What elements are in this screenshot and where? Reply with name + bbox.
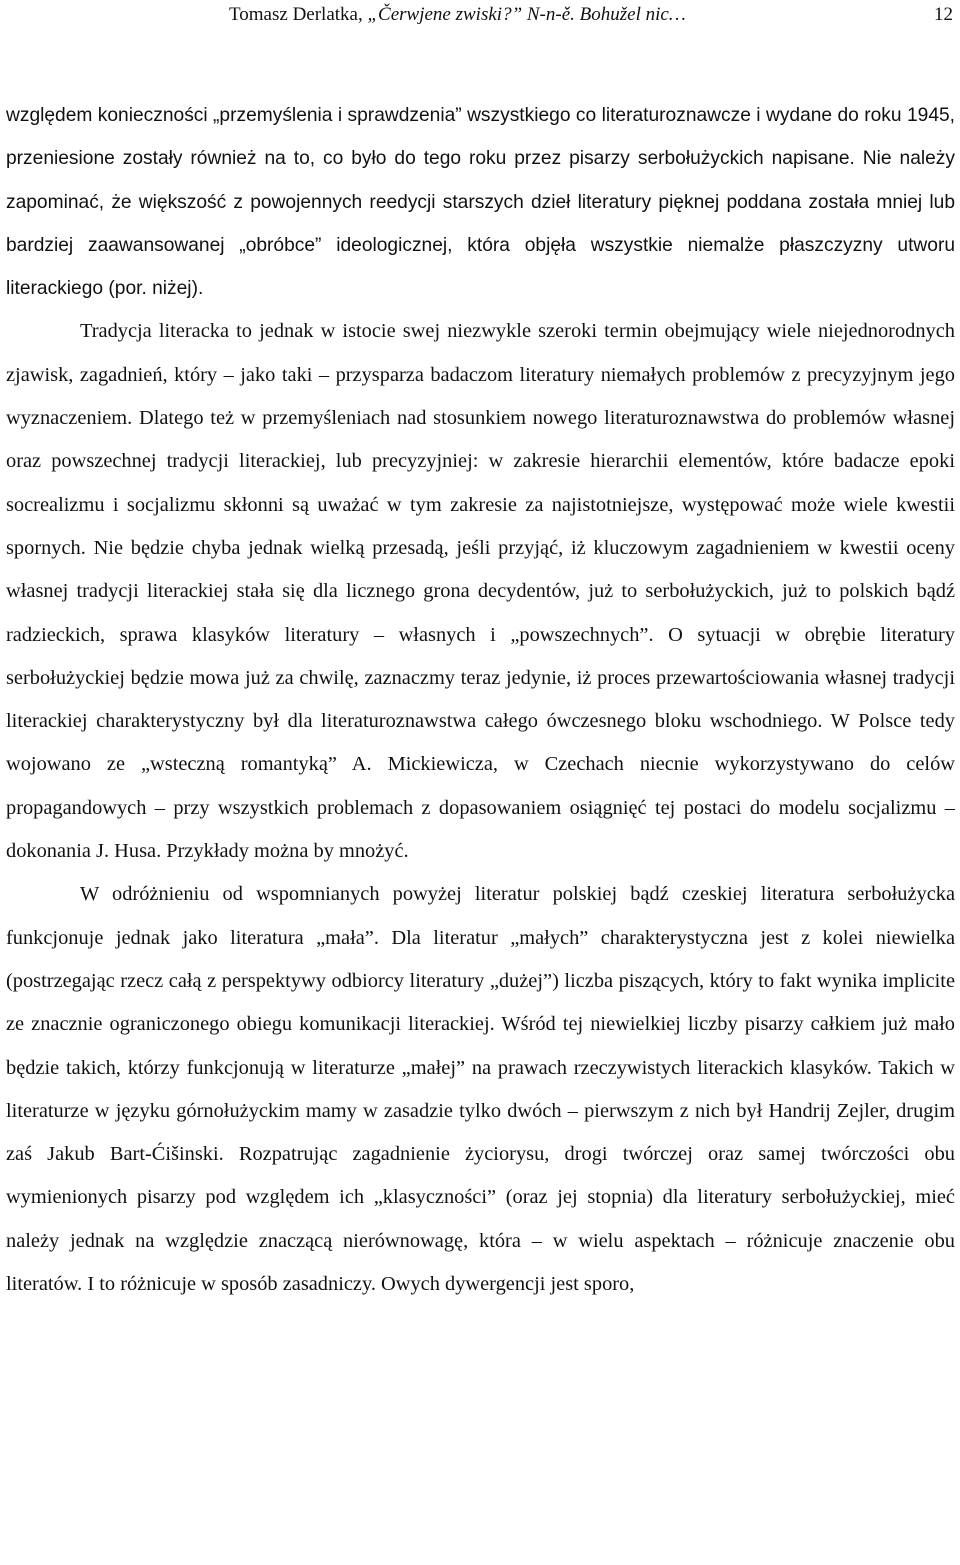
paragraph-literary-tradition: Tradycja literacka to jednak w istocie swej niezwykle szeroki termin obejmujący wiele niejednorodnych zjawisk, zagadnień, który – jako taki – przysparza badaczom literatury niemałych problemów z precyzyjnym jego wyznaczeniem. Dlatego też w przemyśleniach nad stosunkiem nowego literaturoznawstwa do problemów własnej oraz powszechnej tradycji literackiej, lub precyzyjniej: w zakresie hierarchii elementów, które badacze epoki socrealizmu i socjalizmu skłonni są uważać w tym zakresie za najistotniejsze, występować może wiele kwestii spornych. Nie będzie chyba jednak wielką przesadą, jeśli przyjąć, iż kluczowym zagadnieniem w kwestii oceny własnej tradycji literackiej stała się dla licznego grona decydentów, już to serbołużyckich, już to polskich bądź radzieckich, sprawa klasyków literatury – własnych i „powszechnych”. O sytuacji w obrębie literatury serbołużyckiej będzie mowa już za chwilę, zaznaczmy teraz jedynie, iż proces przewartościowania własnej tradycji literackiej charakterystyczny był dla literaturoznawstwa całego ówczesnego bloku wschodniego. W Polsce tedy wojowano ze „wsteczną romantyką” A. Mickiewicza, w Czechach niecnie wykorzystywano do celów propagandowych – przy wszystkich problemach z dopasowaniem osiągnięć tej postaci do modelu socjalizmu – dokonania J. Husa. Przykłady można by mnożyć. [6,320,955,863]
header-author: Tomasz Derlatka, [229,4,363,25]
running-header [6,0,955,34]
paragraph-continuation [6,94,955,310]
paragraph-small-literatures: W odróżnieniu od wspomnianych powyżej literatur polskiej bądź czeskiej literatura serbołużycka funkcjonuje jednak jako literatura „mała”. Dla literatur „małych” charakterystyczna jest z kolei niewielka (postrzegając rzecz całą z perspektywy odbiorcy literatury „dużej”) liczba piszących, który to fakt wynika implicite ze znacznie ograniczonego obiegu komunikacji literackiej. Wśród tej niewielkiej liczby pisarzy całkiem już mało będzie takich, którzy funkcjonują w literaturze „małej” na prawach rzeczywistych literackich klasyków. Takich w literaturze w języku górnołużyckim mamy w zasadzie tylko dwóch – pierwszym z nich był Handrij Zejler, drugim zaś Jakub Bart-Ćišinski. Rozpatrując zagadnienie życiorysu, drogi twórczej oraz samej twórczości obu wymienionych pisarzy pod względem ich „klasyczności” (oraz jej stopnia) dla literatury serbołużyckiej, mieć należy jednak na względzie znaczącą nierównowagę, która – w wielu aspektach – różnicuje znaczenie obu literatów. I to różnicuje w sposób zasadniczy. Owych dywergencji jest sporo, [6,883,955,1296]
paragraph-continuation-text: względem konieczności „przemyślenia i sprawdzenia” wszystkiego co literaturoznawcze i wydane do roku 1945, przeniesione zostały również na to, co było do tego roku przez pisarzy serbołużyckich napisane. Nie należy zapominać, że większość z powojennych reedycji starszych dzieł literatury pięknej poddana została mniej lub bardziej zaawansowanej „obróbce” ideologicznej, która objęła wszystkie niemalże płaszczyzny utworu literackiego (por. niżej). [6,105,955,300]
document-page [6,0,955,1306]
header-title: „Čerwjene zwiski?” N-n-ě. Bohužel nic… [367,4,686,25]
header-citation [229,0,686,30]
body-text [6,94,955,1306]
page-number: 12 [934,4,953,25]
